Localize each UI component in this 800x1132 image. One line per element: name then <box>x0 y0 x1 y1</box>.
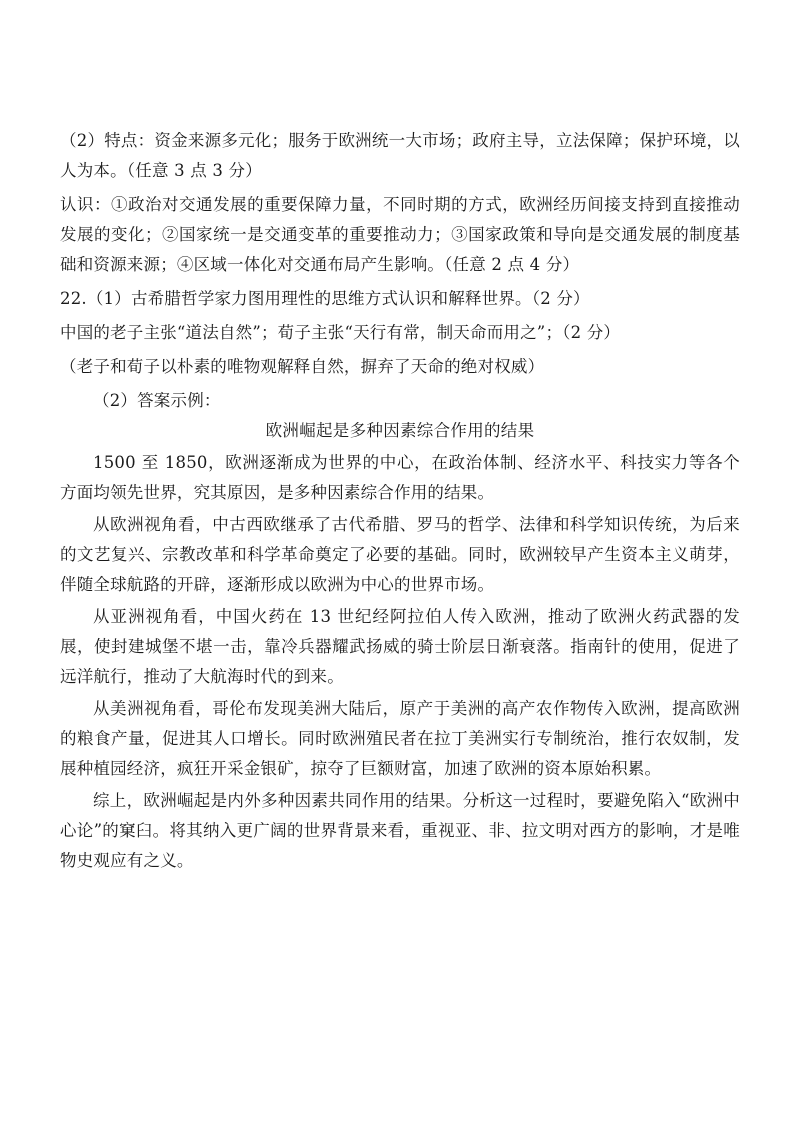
q22-part1-china-paragraph: 中国的老子主张“道法自然”；荀子主张“天行有常，制天命而用之”；（2 分） <box>60 323 621 342</box>
essay-paragraph-conclusion: 综上，欧洲崛起是内外多种因素共同作用的结果。分析这一过程时，要避免陷入“欧洲中心论”的窠臼。将其纳入更广阔的世界背景来看，重视亚、非、拉文明对西方的影响，才是唯物史观应有之义。 <box>60 791 740 870</box>
essay-paragraph-intro: 1500 至 1850，欧洲逐渐成为世界的中心，在政治体制、经济水平、科技实力等各个方面均领先世界，究其原因，是多种因素综合作用的结果。 <box>60 453 740 502</box>
q21-features-paragraph: （2）特点：资金来源多元化；服务于欧洲统一大市场；政府主导，立法保障；保护环境，以人为本。（任意 3 点 3 分） <box>60 131 740 180</box>
answer-content <box>60 126 740 876</box>
q21-understanding-paragraph: 认识：①政治对交通发展的重要保障力量，不同时期的方式，欧洲经历间接支持到直接推动发展的变化；②国家统一是交通变革的重要推动力；③国家政策和导向是交通发展的制度基础和资源来源；④区域一体化对交通布局产生影响。（任意 2 点 4 分） <box>60 195 740 274</box>
essay-paragraph-europe: 从欧洲视角看，中古西欧继承了古代希腊、罗马的哲学、法律和科学知识传统，为后来的文艺复兴、宗教改革和科学革命奠定了必要的基础。同时，欧洲较早产生资本主义萌芽，伴随全球航路的开辟，逐渐形成以欧洲为中心的世界市场。 <box>60 515 740 594</box>
q22-part1-greek-paragraph: 22.（1）古希腊哲学家力图用理性的思维方式认识和解释世界。（2 分） <box>60 289 590 308</box>
q22-part2-label: （2）答案示例： <box>93 391 221 410</box>
essay-title: 欧洲崛起是多种因素综合作用的结果 <box>265 421 535 440</box>
essay-paragraph-america: 从美洲视角看，哥伦布发现美洲大陆后，原产于美洲的高产农作物传入欧洲，提高欧洲的粮食产量，促进其人口增长。同时欧洲殖民者在拉丁美洲实行专制统治，推行农奴制，发展种植园经济，疯狂开采金银矿，掠夺了巨额财富，加速了欧洲的资本原始积累。 <box>60 699 740 778</box>
q22-part1-note: （老子和荀子以朴素的唯物观解释自然，摒弃了天命的绝对权威） <box>60 357 545 376</box>
sample-essay <box>60 416 740 876</box>
essay-paragraph-asia: 从亚洲视角看，中国火药在 13 世纪经阿拉伯人传入欧洲，推动了欧洲火药武器的发展，使封建城堡不堪一击，靠冷兵器耀武扬威的骑士阶层日渐衰落。指南针的使用，促进了远洋航行，推动了大航海时代的到来。 <box>60 607 740 686</box>
